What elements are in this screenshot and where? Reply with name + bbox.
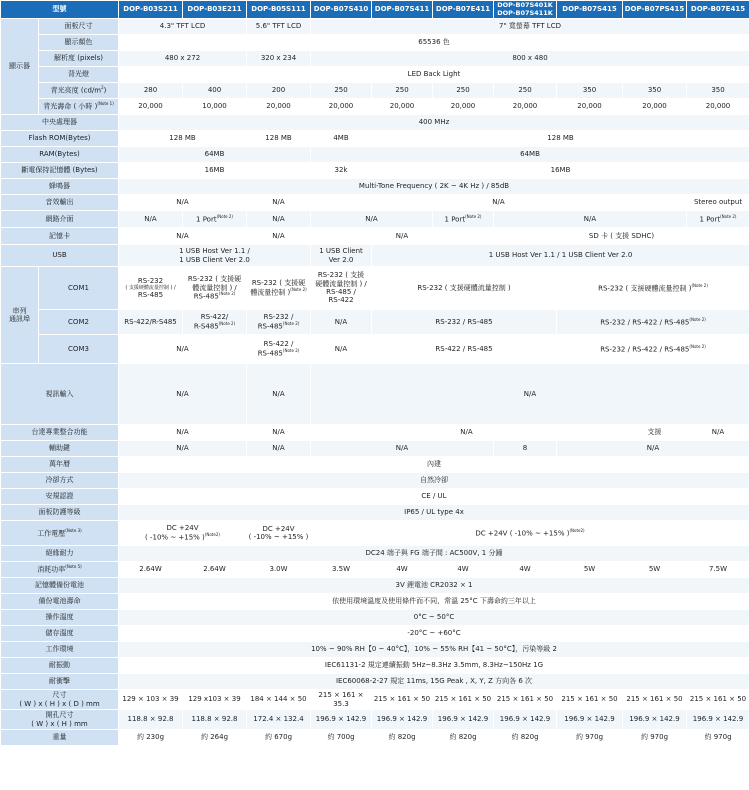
cell: RS-232 ( 支援硬體流量控制 ) [372,267,557,310]
cell: 依使用環境溫度及使用條件而不同，常溫 25°C 下壽命約三年以上 [119,594,749,610]
cell: 20,000 [372,99,433,115]
cell: N/A [311,425,623,441]
cell: 2.64W [119,562,183,578]
table-row [1,594,749,610]
cell [247,335,311,364]
cell: 215 × 161 × 50 [623,690,687,710]
cell: 0°C ~ 50°C [119,610,749,626]
row-label: RAM(Bytes) [1,147,119,163]
table-row [1,658,749,674]
cell: 196.9 × 142.9 [687,710,749,730]
cell: N/A [247,195,311,211]
cell-text: RS-232 ( 支援硬 體流量控制 ) / RS-485 [187,275,242,301]
cell: N/A [557,441,749,457]
cell: N/A [494,211,687,228]
table-row [1,642,749,658]
cell: 400 [183,83,247,99]
note: (Note 2) [691,282,708,288]
cell-text: RS-232 / RS-422 / RS-485 [600,344,690,353]
row-label: 視訊輸入 [1,364,119,425]
table-row [1,147,749,163]
cell: 3V 鋰電池 CR2032 × 1 [119,578,749,594]
row-label: 解析度 (pixels) [39,51,119,67]
row-label: 輔助鍵 [1,441,119,457]
cell [247,267,311,310]
cell: 2.64W [183,562,247,578]
row-label [1,562,119,578]
note: (Note 2) [720,213,737,219]
row-label [39,99,119,115]
table-row [1,179,749,195]
cell: 20,000 [623,99,687,115]
cell: 250 [372,83,433,99]
cell: 10,000 [183,99,247,115]
table-row [1,562,749,578]
model-b03s211: DOP-B03S211 [119,1,183,19]
cell: 16MB [119,163,311,179]
cell: 5W [623,562,687,578]
cell-text: RS-422/ R-S485 [193,313,229,331]
cell: 10% ~ 90% RH【0 ~ 40°C】，10% ~ 55% RH【41 ~ 50°C】，污染等級 2 [119,642,749,658]
cell: 約 264g [183,730,247,746]
cell: N/A [311,441,494,457]
cell: 250 [494,83,557,99]
cell-text: 1 Port [699,214,721,223]
row-label: 台達專業整合功能 [1,425,119,441]
cell: 196.9 × 142.9 [557,710,623,730]
table-row [1,19,749,35]
cell: N/A [311,310,372,335]
table-row [1,489,749,505]
cell: 128 MB [119,131,247,147]
cell [247,310,311,335]
cell: 184 × 144 × 50 [247,690,311,710]
cell-line: RS-485 [137,291,164,299]
cell: N/A [247,228,311,245]
cell: 196.9 × 142.9 [372,710,433,730]
cell: 250 [433,83,494,99]
cell: 約 820g [494,730,557,746]
row-label: COM3 [39,335,119,364]
cell: 約 700g [311,730,372,746]
cell-line: ( 支援硬體流量控制 ) / [125,285,176,291]
row-label: 儲存溫度 [1,626,119,642]
cell: N/A [119,211,183,228]
cell: 約 970g [623,730,687,746]
model-b07s401k: DOP-B07S401K DOP-B07S411K [494,1,557,19]
table-row [1,211,749,228]
cell: 65536 色 [119,35,749,51]
row-label [1,521,119,546]
model-b03e211: DOP-B03E211 [183,1,247,19]
cell: 約 970g [557,730,623,746]
row-label: 音效輸出 [1,195,119,211]
row-label: 中央處理器 [1,115,119,131]
table-row [1,245,749,267]
row-label: 重量 [1,730,119,746]
row-label: 尺寸 ( W ) x ( H ) x ( D ) mm [1,690,119,710]
table-row [1,626,749,642]
row-label: 記憶卡 [1,228,119,245]
table-row [1,457,749,473]
cell: N/A [119,441,247,457]
cell: RS-232 ( 支援 硬體流量控制 ) / RS-485 / RS-422 [311,267,372,310]
cell: 3.0W [247,562,311,578]
cell: SD 卡 ( 支援 SDHC) [494,228,749,245]
cell: 5.6" TFT LCD [247,19,311,35]
table-row [1,364,749,425]
cell: N/A [119,195,247,211]
table-row [1,228,749,245]
row-label: 記憶體備份電池 [1,578,119,594]
row-label: 斷電保持記憶體 (Bytes) [1,163,119,179]
note: (Note 2) [218,320,236,326]
cell: 350 [557,83,623,99]
row-label: 背光燈 [39,67,119,83]
row-label: 萬年曆 [1,457,119,473]
table-row [1,267,749,310]
note: (Note 2) [689,343,706,349]
table-row [1,578,749,594]
row-label: COM1 [39,267,119,310]
cell [557,267,749,310]
cell: N/A [311,211,433,228]
cell: 20,000 [311,99,372,115]
table-row [1,610,749,626]
label-text: 消耗功率 [37,565,66,574]
row-label: USB [1,245,119,267]
cell: 196.9 × 142.9 [311,710,372,730]
cell: 128 MB [247,131,311,147]
cell: 4MB [311,131,372,147]
table-row [1,730,749,746]
note: (Note 3) [65,527,82,533]
note: (Note2) [569,527,585,533]
cell: 250 [311,83,372,99]
cell: 196.9 × 142.9 [623,710,687,730]
cell: 1 USB Client Ver 2.0 [311,245,372,267]
model-b07s415: DOP-B07S415 [557,1,623,19]
table-row [1,473,749,489]
cell: 4W [433,562,494,578]
cell: RS-232 / RS-485 [372,310,557,335]
table-row [1,425,749,441]
cell: N/A [119,364,247,425]
cell: 4W [494,562,557,578]
cell: 20,000 [494,99,557,115]
note: (Note 5) [65,564,82,570]
cell: 215 × 161 × 50 [687,690,749,710]
note: (Note 1) [97,101,114,107]
cell-text: RS-232 ( 支援硬體流量控制 ) [598,283,692,292]
row-label: 工作環境 [1,642,119,658]
cell: 4W [372,562,433,578]
table-row [1,710,749,730]
table-row [1,335,749,364]
cell: IEC60068-2-27 規定 11ms, 15G Peak , X, Y, Z 方向各 6 次 [119,674,749,690]
cell: 20,000 [687,99,749,115]
table-row [1,505,749,521]
cell: N/A [311,195,687,211]
cell: N/A [119,335,247,364]
row-label: 面板防護等級 [1,505,119,521]
model-b07e411: DOP-B07E411 [433,1,494,19]
cell: 1 USB Host Ver 1.1 / 1 USB Client Ver 2.0 [372,245,749,267]
cell: N/A [247,425,311,441]
row-label: COM2 [39,310,119,335]
model-b07s411: DOP-B07S411 [372,1,433,19]
cell: 320 x 234 [247,51,311,67]
row-label: Flash ROM(Bytes) [1,131,119,147]
cell: 800 x 480 [311,51,749,67]
model-b07ps415: DOP-B07PS415 [623,1,687,19]
cell-line: RS-232 [137,276,164,285]
table-row [1,441,749,457]
cell: 200 [247,83,311,99]
cell: 215 × 161 × 50 [433,690,494,710]
cell: Multi-Tone Frequency ( 2K ~ 4K Hz ) / 85dB [119,179,749,195]
cell [183,310,247,335]
cell: 7.5W [687,562,749,578]
cell: 215 × 161 × 50 [494,690,557,710]
table-row [1,195,749,211]
cell-text: DC +24V ( -10% ~ +15% ) [475,528,570,537]
cell: N/A [119,425,247,441]
row-label [39,83,119,99]
table-row [1,131,749,147]
cell: 64MB [311,147,749,163]
note: (Note 2) [218,291,236,297]
cell: 129 × 103 × 39 [119,690,183,710]
cell: N/A [687,425,749,441]
note: (Note 2) [465,213,482,219]
cell: 支援 [623,425,687,441]
cell-text: RS-232 ( 支援硬 體流量控制 ) [250,279,306,297]
cell: 約 820g [372,730,433,746]
cell: CE / UL [119,489,749,505]
cell: 約 670g [247,730,311,746]
cell [183,267,247,310]
cell: 350 [623,83,687,99]
table-row [1,99,749,115]
cell-text: RS-232 / RS-422 / RS-485 [600,317,690,326]
note: (Note 2) [282,347,300,353]
cell: 約 970g [687,730,749,746]
cell: 215 × 161 × 50 [557,690,623,710]
cell [557,335,749,364]
cell: 32k [311,163,372,179]
cell [687,211,749,228]
cell: IP65 / UL type 4x [119,505,749,521]
cell: 64MB [119,147,311,163]
table-row [1,83,749,99]
cell: -20°C ~ +60°C [119,626,749,642]
table-row [1,67,749,83]
cell: 118.8 × 92.8 [183,710,247,730]
cell: 約 230g [119,730,183,746]
cell: 自然冷卻 [119,473,749,489]
group-serial-label: 串列 通訊埠 [1,267,39,364]
note: (Note 2) [282,320,300,326]
cell [433,211,494,228]
cell [311,521,749,546]
cell: LED Back Light [119,67,749,83]
cell: 215 × 161 × 50 [372,690,433,710]
cell: 16MB [372,163,749,179]
cell: 128 MB [372,131,749,147]
header-row [1,1,749,19]
cell: RS-422/R-S485 [119,310,183,335]
label-text: 工作電壓 [37,528,66,537]
cell: N/A [247,441,311,457]
cell: 172.4 × 132.4 [247,710,311,730]
table-row [1,115,749,131]
cell [119,521,247,546]
cell: 3.5W [311,562,372,578]
cell: 1 USB Host Ver 1.1 / 1 USB Client Ver 2.0 [119,245,311,267]
table-row [1,546,749,562]
cell-text: 1 Port [444,214,466,223]
table-row [1,35,749,51]
cell: N/A [247,211,311,228]
cell: 20,000 [433,99,494,115]
cell: N/A [119,228,247,245]
sup: 2 [101,85,104,91]
cell [183,211,247,228]
table-row [1,521,749,546]
group-display-label: 顯示器 [1,19,39,115]
row-label: 面板尺寸 [39,19,119,35]
cell: 20,000 [557,99,623,115]
row-label: 冷卻方式 [1,473,119,489]
cell: DC24 端子與 FG 端子間 : AC500V, 1 分鐘 [119,546,749,562]
table-row [1,674,749,690]
note: (Note2) [204,531,220,537]
row-label: 絕緣耐力 [1,546,119,562]
cell-text: RS-422 / RS-485 [257,340,294,358]
cell: 5W [557,562,623,578]
row-label: 網路介面 [1,211,119,228]
cell: 350 [687,83,749,99]
cell: 20,000 [247,99,311,115]
cell: 196.9 × 142.9 [433,710,494,730]
row-label: 操作溫度 [1,610,119,626]
cell: 內建 [119,457,749,473]
row-label: 蜂鳴器 [1,179,119,195]
row-label: 耐衝擊 [1,674,119,690]
model-b07s410: DOP-B07S410 [311,1,372,19]
cell: 20,000 [119,99,183,115]
cell: N/A [311,228,494,245]
row-label: 顯示顏色 [39,35,119,51]
table-row [1,690,749,710]
cell [119,267,183,310]
cell: DC +24V ( -10% ~ +15% ) [247,521,311,546]
cell: 118.8 × 92.8 [119,710,183,730]
cell: 4.3" TFT LCD [119,19,247,35]
cell: 196.9 × 142.9 [494,710,557,730]
cell: N/A [247,364,311,425]
label-end: ) [103,86,107,95]
cell: 約 820g [433,730,494,746]
cell: 215 × 161 × 35.3 [311,690,372,710]
label-text: 背光壽命 ( 小時 ) [43,102,98,111]
cell-text: DC +24V ( -10% ~ +15% ) [145,524,205,542]
cell-text: 1 Port [196,214,217,223]
cell: 400 MHz [119,115,749,131]
table-row [1,163,749,179]
cell: 7" 寬螢幕 TFT LCD [311,19,749,35]
label-text: 背光亮度 (cd/m [50,86,102,95]
row-label: 安規認證 [1,489,119,505]
cell: 480 x 272 [119,51,247,67]
cell: N/A [311,364,749,425]
cell: RS-422 / RS-485 [372,335,557,364]
model-b05s111: DOP-B05S111 [247,1,311,19]
header-model-label: 型號 [1,1,119,19]
cell: 129 x103 × 39 [183,690,247,710]
row-label: 開孔尺寸 ( W ) x ( H ) mm [1,710,119,730]
model-b07e415: DOP-B07E415 [687,1,749,19]
cell [557,310,749,335]
note: (Note 2) [689,316,706,322]
cell: 280 [119,83,183,99]
cell: N/A [311,335,372,364]
row-label: 備份電池壽命 [1,594,119,610]
row-label: 耐振動 [1,658,119,674]
cell: IEC61131-2 規定連續振動 5Hz~8.3Hz 3.5mm, 8.3Hz~150Hz 1G [119,658,749,674]
cell: Stereo output [687,195,749,211]
note: (Note 2) [216,213,233,219]
table-row [1,310,749,335]
note: (Note 2) [290,286,307,292]
table-row [1,51,749,67]
cell-text: RS-232 / RS-485 [257,313,294,331]
cell: 8 [494,441,557,457]
